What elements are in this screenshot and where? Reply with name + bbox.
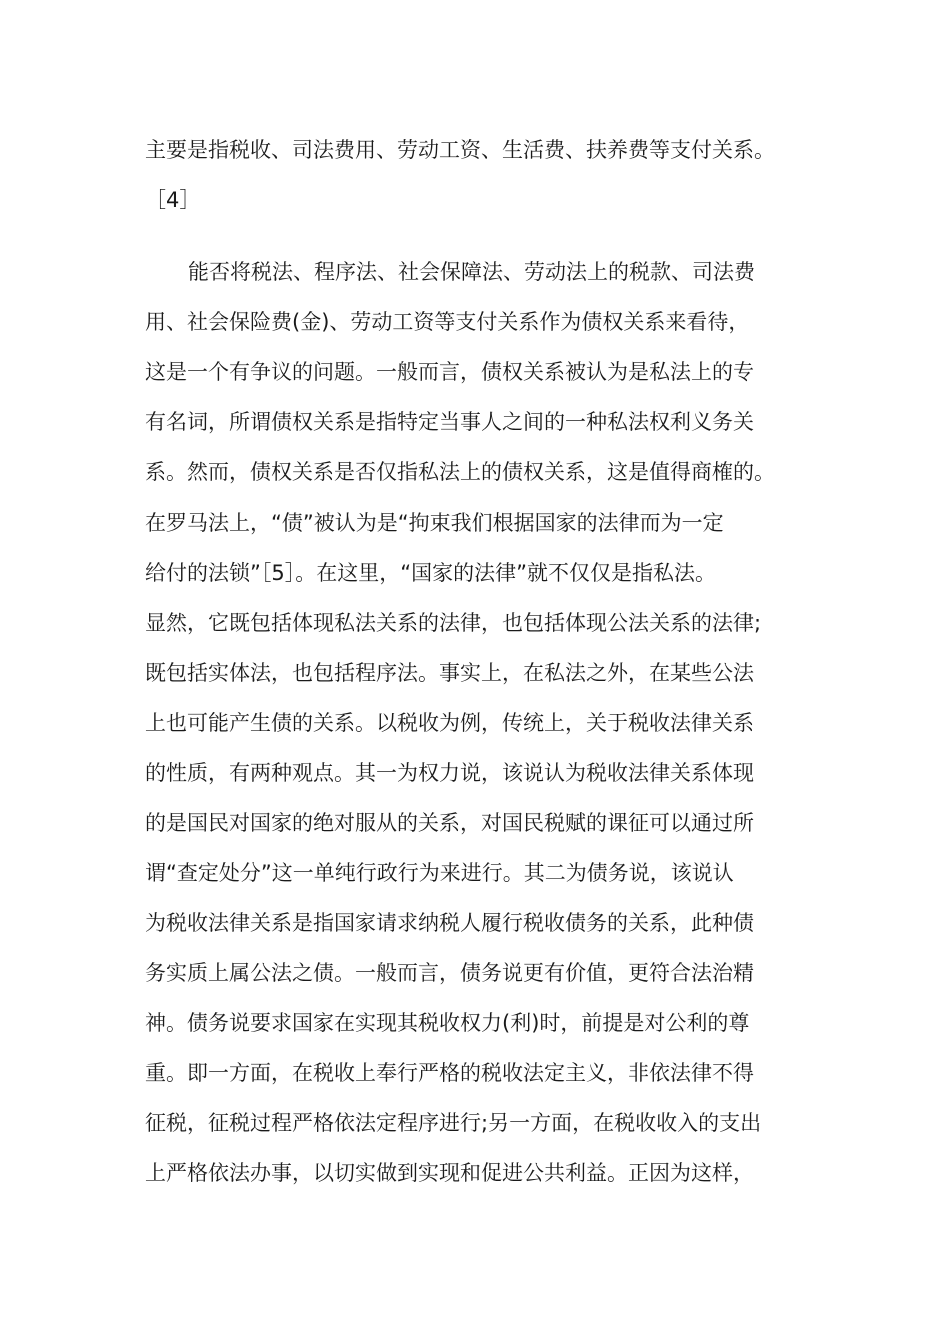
text-line: 主要是指税收、司法费用、劳动工资、生活费、扶养费等支付关系。	[145, 138, 775, 162]
text-line: 上也可能产生债的关系。以税收为例，传统上，关于税收法律关系	[145, 711, 754, 735]
text-line: 务实质上属公法之债。一般而言，债务说更有价值，更符合法治精	[145, 961, 754, 985]
text-line: 重。即一方面，在税收上奉行严格的税收法定主义，非依法律不得	[145, 1061, 754, 1085]
text-line: 这是一个有争议的问题。一般而言，债权关系被认为是私法上的专	[145, 360, 754, 384]
citation-marker: ［4］	[145, 188, 201, 212]
text-line: 的性质，有两种观点。其一为权力说，该说认为税收法律关系体现	[145, 761, 754, 785]
text-line: 上严格依法办事，以切实做到实现和促进公共利益。正因为这样，	[145, 1161, 754, 1185]
text-line: 征税，征税过程严格依法定程序进行;另一方面，在税收收入的支出	[145, 1111, 762, 1135]
text-line: 在罗马法上，“债”被认为是“拘束我们根据国家的法律而为一定	[145, 511, 724, 535]
text-line: 为税收法律关系是指国家请求纳税人履行税收债务的关系，此种债	[145, 911, 754, 935]
text-line: 系。然而，债权关系是否仅指私法上的债权关系，这是值得商榷的。	[145, 460, 775, 484]
text-line: 用、社会保险费(金)、劳动工资等支付关系作为债权关系来看待，	[145, 310, 750, 334]
text-line: 神。债务说要求国家在实现其税收权力(利)时，前提是对公利的尊	[145, 1011, 750, 1035]
text-line: 给付的法锁”［5］。在这里，“国家的法律”就不仅仅是指私法。	[145, 561, 716, 585]
text-line: 的是国民对国家的绝对服从的关系，对国民税赋的课征可以通过所	[145, 811, 754, 835]
text-line: 既包括实体法，也包括程序法。事实上，在私法之外，在某些公法	[145, 661, 754, 685]
text-line: 显然，它既包括体现私法关系的法律，也包括体现公法关系的法律;	[145, 611, 762, 635]
paragraph-first-line: 能否将税法、程序法、社会保障法、劳动法上的税款、司法费	[188, 260, 755, 284]
text-line: 有名词，所谓债权关系是指特定当事人之间的一种私法权利义务关	[145, 410, 754, 434]
text-line: 谓“查定处分”这一单纯行政行为来进行。其二为债务说，该说认	[145, 861, 734, 885]
